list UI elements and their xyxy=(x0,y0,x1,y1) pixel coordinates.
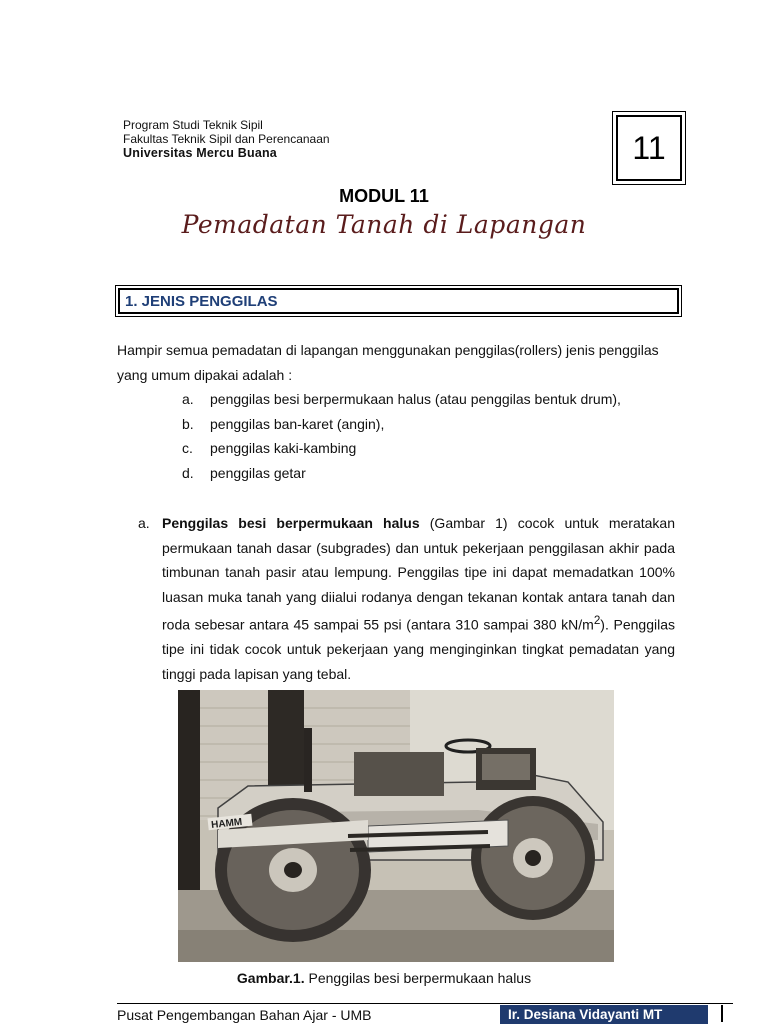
list-item xyxy=(182,436,621,461)
list-item-text: penggilas getar xyxy=(210,464,306,481)
superscript-2: 2 xyxy=(593,614,601,627)
roller-photo xyxy=(178,690,614,962)
list-item-letter: d. xyxy=(182,464,194,481)
list-item xyxy=(182,387,621,412)
paragraph-text xyxy=(162,511,675,686)
section-heading: 1. JENIS PENGGILAS xyxy=(118,288,679,314)
module-title: MODUL 11 xyxy=(339,186,429,206)
paragraph-part-1: (Gambar 1) cocok untuk meratakan permukaan tanah dasar (subgrades) dan untuk pekerjaan penggilasan akhir pada timbunan tanah pasir atau lempung. Penggilas tipe ini dapat memadatkan 100% luasan muka tanah yang diialui rodanya dengan tekanan kontak antara tanah dan roda sebesar antara 45 sampai 55 psi (antara 310 sampai 380 kN/m xyxy=(162,515,675,633)
list-item xyxy=(182,412,621,437)
program-name: Program Studi Teknik Sipil xyxy=(123,118,263,132)
roller-photo-illustration xyxy=(178,690,614,962)
list-item-letter: a. xyxy=(182,391,194,407)
module-number: 11 xyxy=(616,115,682,181)
faculty-name: Fakultas Teknik Sipil dan Perencanaan xyxy=(123,132,330,146)
paragraph-part-2: ). Penggilas tipe ini tidak cocok untuk pekerjaan yang menginginkan tingkat pemadatan yang tinggi pada lapisan yang tebal. xyxy=(162,616,675,682)
institution-header xyxy=(123,118,330,160)
paragraph-smooth-roller xyxy=(138,511,675,686)
footer-author: Ir. Desiana Vidayanti MT xyxy=(500,1005,708,1024)
list-item-text: penggilas ban-karet (angin), xyxy=(210,415,385,432)
roller-logo-text: HAMM xyxy=(210,816,243,831)
paragraph-marker: a. xyxy=(138,515,150,531)
figure-caption xyxy=(0,970,768,986)
list-item-text: penggilas besi berpermukaan halus (atau penggilas bentuk drum), xyxy=(210,391,621,407)
footer-publisher: Pusat Pengembangan Bahan Ajar - UMB xyxy=(117,1007,372,1023)
roller-type-list xyxy=(182,387,621,485)
list-item-text: penggilas kaki-kambing xyxy=(210,440,357,456)
section-heading-box xyxy=(115,285,682,317)
caption-text: Penggilas besi berpermukaan halus xyxy=(304,970,532,986)
list-item xyxy=(182,461,621,486)
university-name: Universitas Mercu Buana xyxy=(123,146,277,160)
list-item-letter: c. xyxy=(182,440,193,456)
module-number-box xyxy=(612,111,686,185)
footer-divider xyxy=(117,1003,733,1004)
footer-separator-bar xyxy=(721,1005,723,1022)
list-item-letter: b. xyxy=(182,415,194,432)
intro-paragraph: Hampir semua pemadatan di lapangan menggunakan penggilas(rollers) jenis penggilas yang umum dipakai adalah : xyxy=(117,342,659,383)
module-subtitle: Pemadatan Tanah di Lapangan xyxy=(181,210,587,239)
caption-label: Gambar.1. xyxy=(236,970,305,986)
paragraph-bold-term: Penggilas besi berpermukaan halus xyxy=(162,515,420,531)
